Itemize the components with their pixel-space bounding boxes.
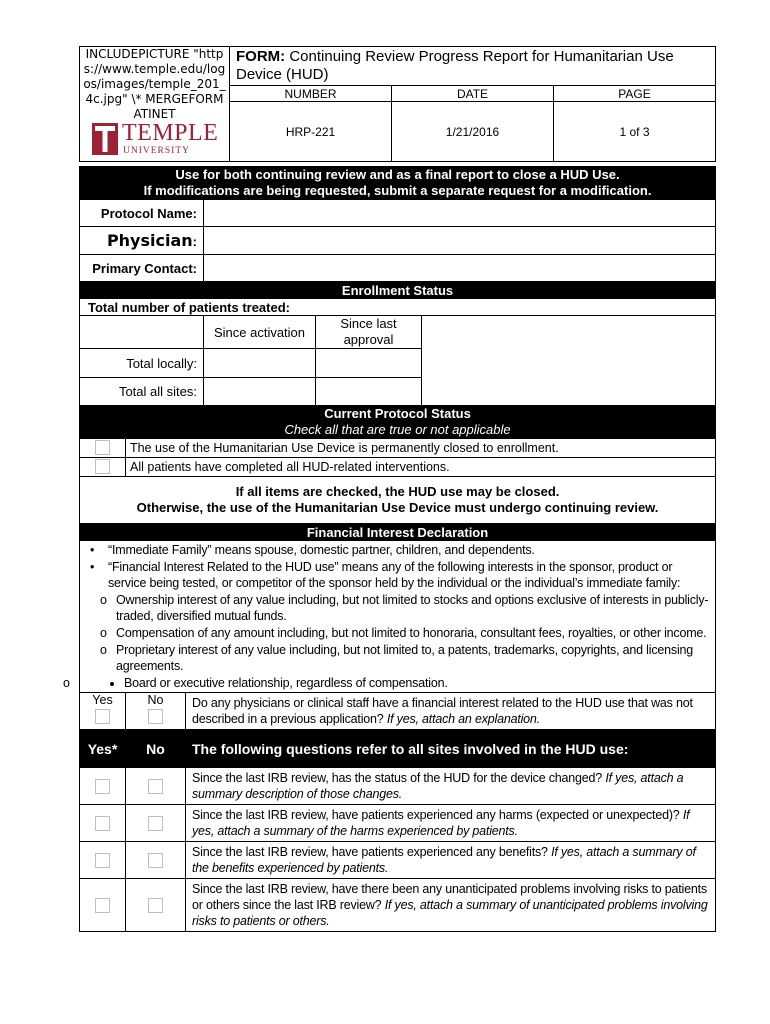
form-label: FORM:	[236, 48, 286, 65]
temple-logo	[92, 121, 227, 161]
q2-text: Since the last IRB review, have patients experienced any harms (expected or unexpected)?	[192, 808, 680, 823]
total-locally-since-activation[interactable]	[204, 349, 316, 378]
q3-yes-cell	[80, 842, 126, 879]
total-all-sites-label: Total all sites:	[80, 378, 204, 406]
q4-instruction: If yes, attach a summary of unanticipated problems involving risks to patients or others.	[192, 898, 708, 929]
protocol-status-title: Current Protocol Status	[324, 406, 471, 421]
definition-financial-interest-text: “Financial Interest Related to the HUD use” means any of the following interests in the sponsor, product or service being tested, or competitor of the sponsor held by the individual or the individual’s immediate family:	[108, 559, 681, 591]
q1-yes-checkbox[interactable]	[95, 779, 110, 794]
q2-no-cell	[126, 805, 186, 842]
q1-no-checkbox[interactable]	[148, 779, 163, 794]
temple-t-icon	[92, 123, 118, 155]
all-sites-heading: The following questions refer to all sites involved in the HUD use:	[186, 730, 716, 768]
q1-yes-cell	[80, 768, 126, 805]
financial-interest-bar: Financial Interest Declaration	[80, 524, 716, 541]
status-item-1: The use of the Humanitarian Use Device is permanently closed to enrollment.	[126, 439, 716, 458]
definition-immediate-family: • “Immediate Family” means spouse, domestic partner, children, and dependents.	[108, 542, 711, 559]
banner-line2: If modifications are being requested, submit a separate request for a modification.	[143, 183, 652, 198]
form-page	[79, 46, 715, 932]
total-patients-label: Total number of patients treated:	[80, 299, 716, 316]
enrollment-corner	[80, 316, 204, 349]
question-4	[186, 879, 716, 932]
since-activation-header: Since activation	[204, 316, 316, 349]
closure-note-line2: Otherwise, the use of the Humanitarian Use Device must undergo continuing review.	[136, 500, 659, 515]
definition-financial-interest	[108, 559, 711, 675]
q2-yes-checkbox[interactable]	[95, 816, 110, 831]
fin-no-checkbox[interactable]	[148, 709, 163, 724]
closure-note-line1: If all items are checked, the HUD use may be closed.	[235, 484, 560, 499]
main-form-table	[79, 166, 716, 932]
fin-no-cell	[126, 693, 186, 730]
page-header: PAGE	[554, 86, 716, 102]
financial-definitions	[80, 541, 716, 693]
protocol-status-subtitle: Check all that are true or not applicable	[284, 422, 511, 437]
form-date: 1/21/2016	[392, 102, 554, 162]
q2-no-checkbox[interactable]	[148, 816, 163, 831]
primary-contact-label: Primary Contact:	[80, 255, 204, 282]
question-1	[186, 768, 716, 805]
q3-instruction: If yes, attach a summary of the benefits experienced by patients.	[192, 845, 696, 876]
number-header: NUMBER	[230, 86, 392, 102]
status-item-2: All patients have completed all HUD-related interventions.	[126, 458, 716, 477]
since-last-approval-header: Since last approval	[316, 316, 422, 349]
question-2	[186, 805, 716, 842]
q2-yes-cell	[80, 805, 126, 842]
all-sites-yes-header: Yes*	[80, 730, 126, 768]
total-locally-label: Total locally:	[80, 349, 204, 378]
logo-field-code: INCLUDEPICTURE "https://www.temple.edu/logos/images/temple_201_4c.jpg" \* MERGEFORMATINET	[83, 47, 226, 121]
q1-no-cell	[126, 768, 186, 805]
all-sites-no-header: No	[126, 730, 186, 768]
q3-no-cell	[126, 842, 186, 879]
instructions-banner	[80, 167, 716, 200]
protocol-name-field[interactable]	[204, 200, 716, 227]
banner-line1-pre: Use for both continuing review and as a final report to close a	[175, 167, 561, 182]
total-all-sites-since-approval[interactable]	[316, 378, 422, 406]
physician-label-cell	[80, 227, 204, 255]
q3-no-checkbox[interactable]	[148, 853, 163, 868]
total-all-sites-since-activation[interactable]	[204, 378, 316, 406]
logo-wordmark: TEMPLE	[122, 120, 219, 146]
date-header: DATE	[392, 86, 554, 102]
enrollment-status-bar: Enrollment Status	[80, 282, 716, 299]
form-title: Continuing Review Progress Report for Humanitarian Use Device (HUD)	[236, 48, 674, 83]
sub-bullet-proprietary: o Proprietary interest of any value including, but not limited to, a patents, trademarks, copyrights, and licensing agreements.	[116, 642, 711, 675]
sub-bullet-ownership: o Ownership interest of any value including, but not limited to stocks and options exclusive of interests in publicly-traded, diversified mutual funds.	[116, 592, 711, 625]
banner-hud-use: HUD Use	[560, 167, 617, 182]
q1-instruction: If yes, attach a summary description of those changes.	[192, 771, 684, 802]
logo-university: UNIVERSITY	[123, 146, 190, 156]
physician-field[interactable]	[204, 227, 716, 255]
q4-no-checkbox[interactable]	[148, 898, 163, 913]
banner-period: .	[616, 167, 620, 182]
fin-question-instruction: If yes, attach an explanation.	[386, 712, 540, 727]
q4-no-cell	[126, 879, 186, 932]
q1-text: Since the last IRB review, has the status of the HUD for the device changed?	[192, 771, 603, 786]
closure-note	[80, 477, 716, 524]
enrollment-blank	[422, 316, 716, 406]
completed-interventions-checkbox[interactable]	[95, 459, 110, 474]
sub-bullet-board: o • Board or executive relationship, regardless of compensation.	[124, 675, 711, 692]
q4-yes-checkbox[interactable]	[95, 898, 110, 913]
page-number: 1 of 3	[554, 102, 716, 162]
physician-colon: :	[192, 234, 197, 249]
fin-question-text: Do any physicians or clinical staff have a financial interest related to the HUD use that was not described in a previous application?	[192, 696, 693, 727]
form-title-cell	[230, 47, 716, 86]
q3-yes-checkbox[interactable]	[95, 853, 110, 868]
status-checkbox-cell-2	[80, 458, 126, 477]
q4-yes-cell	[80, 879, 126, 932]
form-number: HRP-221	[230, 102, 392, 162]
fin-yes-cell	[80, 693, 126, 730]
q2-instruction: If yes, attach a summary of the harms experienced by patients.	[192, 808, 690, 839]
q3-text: Since the last IRB review, have patients experienced any benefits?	[192, 845, 548, 860]
protocol-status-bar	[80, 406, 716, 439]
protocol-name-label: Protocol Name:	[80, 200, 204, 227]
q4-text: Since the last IRB review, have there been any unanticipated problems involving risks to patients or others since the last IRB review?	[192, 882, 707, 913]
fin-no-label: No	[147, 693, 164, 708]
question-3	[186, 842, 716, 879]
logo-cell	[80, 47, 230, 162]
primary-contact-field[interactable]	[204, 255, 716, 282]
form-header	[79, 46, 716, 162]
fin-yes-label: Yes	[92, 693, 113, 708]
physician-label: Physician	[106, 231, 193, 250]
fin-question	[186, 693, 716, 730]
sub-bullet-compensation: o Compensation of any amount including, but not limited to honoraria, consultant fees, royalties, or other income.	[116, 625, 711, 642]
closed-enrollment-checkbox[interactable]	[95, 440, 110, 455]
total-locally-since-approval[interactable]	[316, 349, 422, 378]
status-checkbox-cell-1	[80, 439, 126, 458]
fin-yes-checkbox[interactable]	[95, 709, 110, 724]
